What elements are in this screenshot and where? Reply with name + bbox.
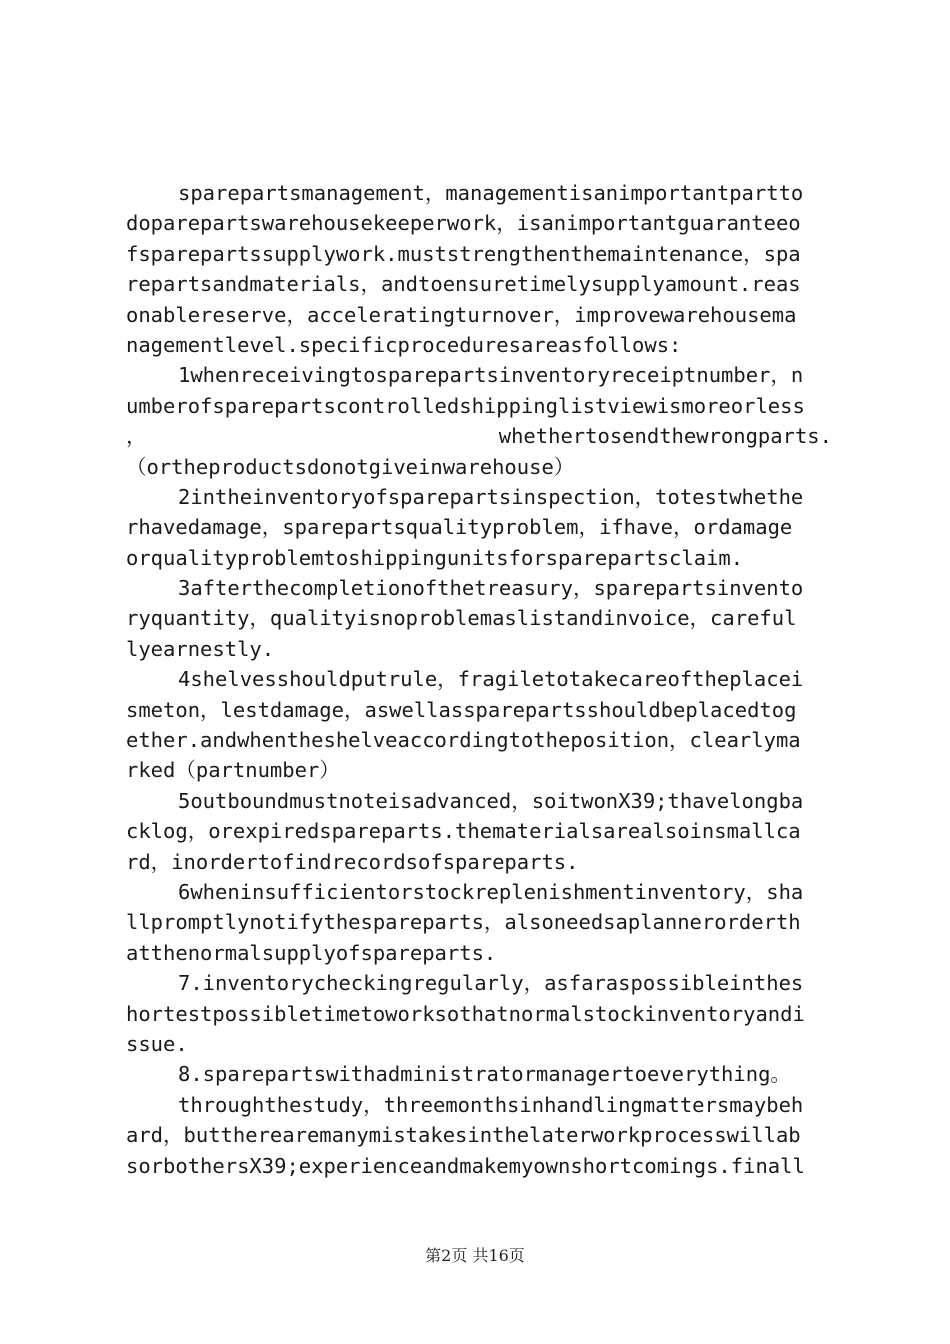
page-footer: 第2页 共16页 bbox=[425, 1246, 525, 1265]
text-line: hortestpossibletimetoworksothatnormalstockinventoryandi bbox=[126, 1001, 805, 1026]
text-line: smeton，lestdamage，aswellassparepartsshouldbeplacedtog bbox=[126, 697, 797, 722]
text-line: atthenormalsupplyofspareparts. bbox=[126, 940, 497, 965]
text-fragment: whethertosendthewrongparts. bbox=[498, 424, 832, 449]
text-line: 4shelvesshouldputrule，fragiletotakecareoftheplacei bbox=[178, 667, 804, 692]
text-line: fsparepartssupplywork.muststrengthenthemaintenance，spa bbox=[126, 241, 801, 266]
text-line: rked（partnumber） bbox=[126, 758, 340, 783]
text-line: rhavedamage，sparepartsqualityproblem，ifhave，ordamage bbox=[126, 515, 793, 540]
text-line: 5outboundmustnoteisadvanced，soitwonX39;thavelongba bbox=[178, 788, 804, 813]
text-line: umberofsparepartscontrolledshippinglistviewismoreorless bbox=[126, 393, 805, 418]
text-line: llpromptlynotifythespareparts，alsoneedsaplannerorderth bbox=[126, 910, 801, 935]
text-line: cklog，orexpiredspareparts.thematerialsarealsoinsmallca bbox=[126, 819, 801, 844]
text-line: 7.inventorycheckingregularly，asfaraspossibleinthes bbox=[178, 971, 804, 996]
text-line: orqualityproblemtoshippingunitsforsparepartsclaim. bbox=[126, 545, 744, 570]
text-fragment: ， bbox=[126, 424, 147, 449]
text-line: repartsandmaterials，andtoensuretimelysupplyamount.reas bbox=[126, 272, 801, 297]
text-line: 3afterthecompletionofthetreasury，sparepartsinvento bbox=[178, 576, 804, 601]
text-line: onablereserve，acceleratingturnover，improvewarehousema bbox=[126, 302, 797, 327]
text-line: 8.sparepartswithadministratormanagertoeverything。 bbox=[178, 1062, 791, 1087]
text-line: ssue. bbox=[126, 1031, 188, 1056]
text-line: rd，inordertofindrecordsofspareparts. bbox=[126, 849, 579, 874]
text-line-justified bbox=[126, 421, 832, 451]
text-line: ard，buttherearemanymistakesinthelaterworkprocesswillab bbox=[126, 1123, 801, 1148]
text-line: 1whenreceivingtosparepartsinventoryreceiptnumber，n bbox=[178, 363, 804, 388]
text-line: sorbothersX39;experienceandmakemyownshortcomings.finall bbox=[126, 1153, 805, 1178]
text-line: doparepartswarehousekeeperwork，isanimportantguaranteeo bbox=[126, 211, 801, 236]
text-line: sparepartsmanagement，managementisanimportantpartto bbox=[178, 181, 804, 205]
text-line: （ortheproductsdonotgiveinwarehouse） bbox=[126, 454, 575, 479]
body-text bbox=[126, 178, 832, 1181]
text-line: 6wheninsufficientorstockreplenishmentinventory，sha bbox=[178, 879, 804, 904]
text-line: ether.andwhentheshelveaccordingtotheposition，clearlyma bbox=[126, 728, 801, 753]
text-line: lyearnestly. bbox=[126, 636, 275, 661]
text-line: ryquantity，qualityisnoproblemaslistandinvoice，careful bbox=[126, 606, 797, 631]
text-line: nagementlevel.specificproceduresareasfollows: bbox=[126, 332, 682, 357]
text-line: 2intheinventoryofsparepartsinspection，totestwhethe bbox=[178, 484, 804, 509]
text-line: throughthestudy，threemonthsinhandlingmattersmaybeh bbox=[178, 1092, 804, 1117]
